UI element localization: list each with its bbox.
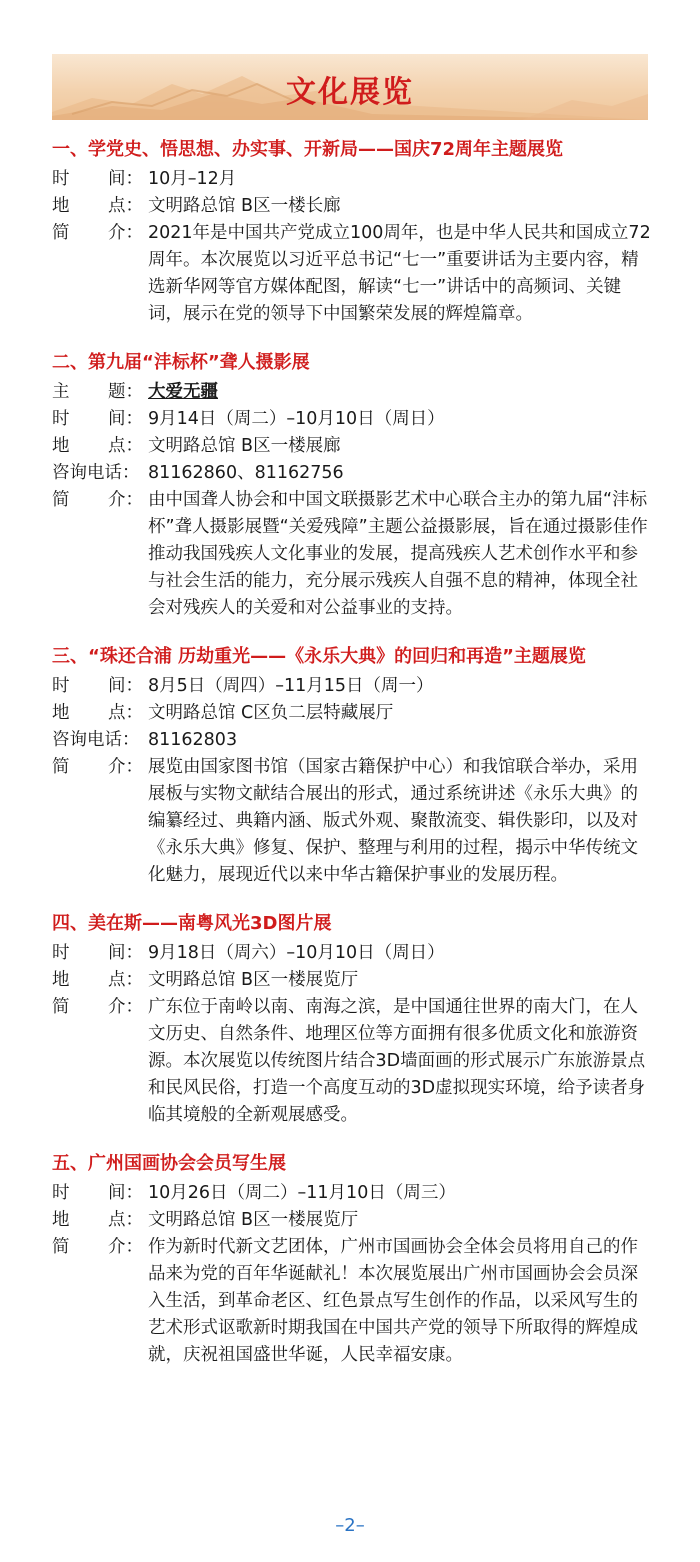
page-number: –2– — [335, 1515, 365, 1536]
time-label: 时 间： — [52, 943, 143, 963]
time-label: 时 间： — [52, 169, 143, 189]
exhibition-title: 四、美在斯——南粤风光3D图片展 — [52, 913, 332, 934]
intro-row — [52, 1234, 652, 1369]
intro-label: 简 介： — [52, 997, 143, 1017]
exhibition-title: 二、第九届“沣标杯”聋人摄影展 — [52, 352, 310, 373]
intro-label: 简 介： — [52, 490, 143, 510]
header-banner — [52, 54, 648, 120]
intro-row — [52, 220, 652, 328]
place-label: 地 点： — [52, 436, 143, 456]
phone-label: 咨询电话： — [52, 463, 140, 483]
time-label: 时 间： — [52, 409, 143, 429]
exhibition-title: 三、“珠还合浦 历劫重光——《永乐大典》的回归和再造”主题展览 — [52, 646, 586, 667]
time-row — [52, 940, 652, 967]
theme-value: 大爱无疆 — [148, 382, 218, 402]
place-label: 地 点： — [52, 196, 143, 216]
time-label: 时 间： — [52, 1183, 143, 1203]
place-value: 文明路总馆 B区一楼展览厅 — [148, 1210, 359, 1230]
phone-label: 咨询电话： — [52, 730, 140, 750]
theme-row — [52, 379, 652, 406]
time-value: 8月5日（周四）–11月15日（周一） — [148, 676, 434, 696]
place-row — [52, 967, 652, 994]
place-value: 文明路总馆 B区一楼展廊 — [148, 436, 341, 456]
place-value: 文明路总馆 C区负二层特藏展厅 — [148, 703, 394, 723]
time-row — [52, 406, 652, 433]
place-row — [52, 700, 652, 727]
time-value: 10月–12月 — [148, 169, 237, 189]
exhibition-item — [52, 347, 652, 622]
intro-label: 简 介： — [52, 1237, 143, 1257]
exhibition-item — [52, 1148, 652, 1369]
intro-label: 简 介： — [52, 223, 143, 243]
intro-value: 作为新时代新文艺团体，广州市国画协会全体会员将用自己的作品来为党的百年华诞献礼！本次展览展出广州市国画协会会员深入生活，到革命老区、红色景点写生创作的作品，以采风写生的艺术形式讴歌新时期我国在中国共产党的领导下所取得的辉煌成就，庆祝祖国盛世华诞，人民幸福安康。 — [148, 1237, 638, 1365]
intro-value: 由中国聋人协会和中国文联摄影艺术中心联合主办的第九届“沣标杯”聋人摄影展暨“关爱残障”主题公益摄影展，旨在通过摄影佳作推动我国残疾人文化事业的发展，提高残疾人艺术创作水平和参与社会生活的能力，充分展示残疾人自强不息的精神，体现全社会对残疾人的关爱和对公益事业的支持。 — [148, 490, 648, 618]
place-label: 地 点： — [52, 703, 143, 723]
theme-label: 主 题： — [52, 382, 143, 402]
exhibition-item — [52, 641, 652, 889]
page-title: 文化展览 — [286, 75, 414, 110]
intro-row — [52, 994, 652, 1129]
time-row — [52, 166, 652, 193]
phone-row — [52, 727, 652, 754]
place-label: 地 点： — [52, 970, 143, 990]
phone-value: 81162803 — [148, 730, 238, 750]
time-value: 10月26日（周二）–11月10日（周三） — [148, 1183, 456, 1203]
time-value: 9月14日（周二）–10月10日（周日） — [148, 409, 445, 429]
exhibition-title: 一、学党史、悟思想、办实事、开新局——国庆72周年主题展览 — [52, 139, 564, 160]
intro-row — [52, 754, 652, 889]
exhibition-title: 五、广州国画协会会员写生展 — [52, 1153, 286, 1174]
intro-label: 简 介： — [52, 757, 143, 777]
intro-value: 展览由国家图书馆（国家古籍保护中心）和我馆联合举办，采用展板与实物文献结合展出的形式，通过系统讲述《永乐大典》的编纂经过、典籍内涵、版式外观、聚散流变、辑佚影印，以及对《永乐大典》修复、保护、整理与利用的过程，揭示中华传统文化魅力，展现近代以来中华古籍保护事业的发展历程。 — [148, 757, 638, 885]
time-row — [52, 1180, 652, 1207]
exhibition-item — [52, 908, 652, 1129]
place-label: 地 点： — [52, 1210, 143, 1230]
time-row — [52, 673, 652, 700]
time-value: 9月18日（周六）–10月10日（周日） — [148, 943, 445, 963]
exhibition-item — [52, 134, 652, 328]
place-row — [52, 193, 652, 220]
place-value: 文明路总馆 B区一楼长廊 — [148, 196, 341, 216]
phone-row — [52, 460, 652, 487]
place-row — [52, 1207, 652, 1234]
exhibition-list — [52, 134, 652, 1388]
intro-value: 2021年是中国共产党成立100周年，也是中华人民共和国成立72周年。本次展览以习近平总书记“七一”重要讲话为主要内容，精选新华网等官方媒体配图，解读“七一”讲话中的高频词、关键词，展示在党的领导下中国繁荣发展的辉煌篇章。 — [148, 223, 651, 324]
intro-row — [52, 487, 652, 622]
phone-value: 81162860、81162756 — [148, 463, 344, 483]
place-row — [52, 433, 652, 460]
time-label: 时 间： — [52, 676, 143, 696]
intro-value: 广东位于南岭以南、南海之滨，是中国通往世界的南大门，在人文历史、自然条件、地理区位等方面拥有很多优质文化和旅游资源。本次展览以传统图片结合3D墙面画的形式展示广东旅游景点和民风民俗，打造一个高度互动的3D虚拟现实环境，给予读者身临其境般的全新观展感受。 — [148, 997, 646, 1125]
place-value: 文明路总馆 B区一楼展览厅 — [148, 970, 359, 990]
